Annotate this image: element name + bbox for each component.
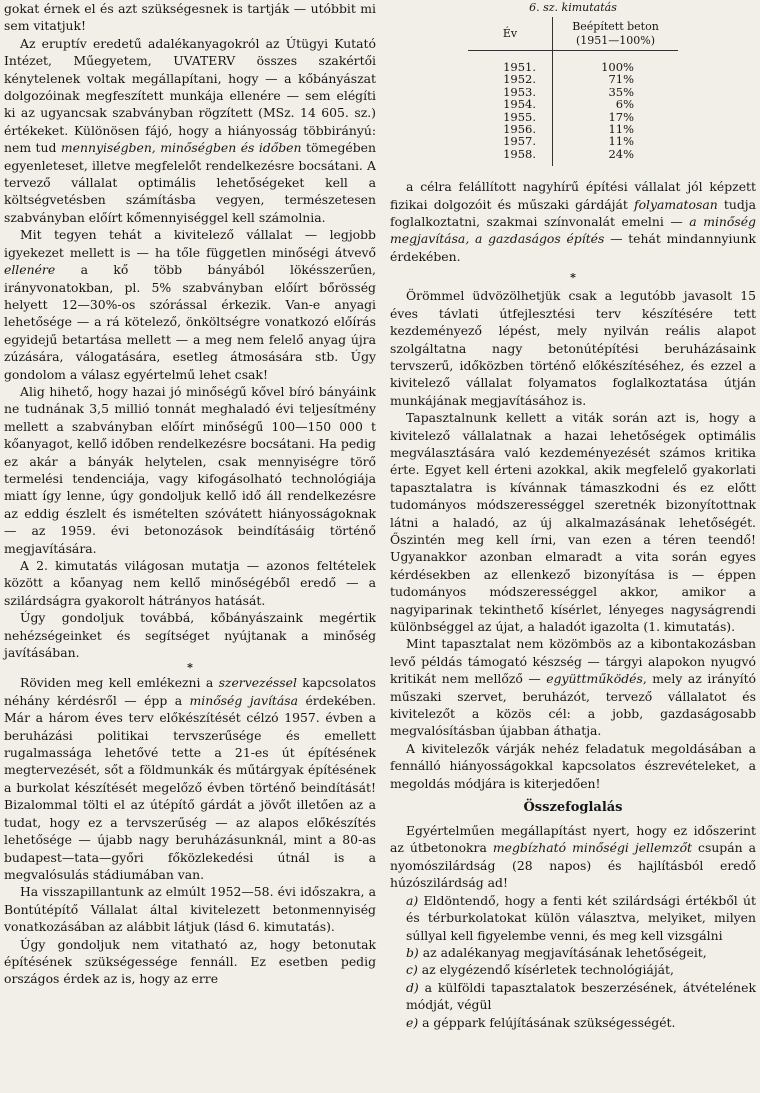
paragraph-quarry-help: Úgy gondoljuk továbbá, kőbányászaink megértik nehézségeinket és segítséget nyújtanak a minőség javításában. <box>4 610 376 661</box>
paragraph-summary <box>390 822 756 892</box>
summary-list-item <box>390 944 756 961</box>
table-row <box>468 111 678 123</box>
table-cell-value: 11% <box>608 134 634 149</box>
emphasis-text: minőség javítása <box>189 692 299 708</box>
table-cell-year: 1953. <box>468 86 553 98</box>
text-run: kapcsolatos néhány kérdésről — épp a <box>4 675 377 708</box>
paragraph-table2-reference: A 2. kimutatás világosan mutatja — azonos feltételek között a kőanyag nem kellő minőségéből eredő — a szilárdságra gyakorolt hátrányos hatását. <box>4 558 376 608</box>
text-run: Mit tegyen tehát a kivitelező vállalat — legjobb igyekezet mellett is — ha tőle független minőségi átvevő <box>4 227 376 260</box>
paragraph-necessity: Úgy gondoljuk nem vitatható az, hogy betonutak építésének szükségessége fennáll. Ez esetben pedig országos érdek az is, hogy az erre <box>4 936 376 987</box>
text-run: tömegében egyenleteset, illetve megfelelőt rendelkezésre bocsátani. A tervező vállalat optimális lehetőségeket kell a költségvetésben számításba vegyen, természetesen szabványban előírt kőmennyiséggel kell számolnia. <box>4 140 376 225</box>
concrete-volume-table <box>468 17 678 166</box>
emphasis-text: mennyiségben, minőségben és időben <box>60 140 302 156</box>
table-caption: 6. sz. kimutatás <box>529 1 617 14</box>
paragraph-retrospective: Ha visszapillantunk az elmúlt 1952—58. évi időszakra, a Bontútépítő Vállalat által kivitelezett betonmennyiség vonatkozásában az alábbit látjuk (lásd 6. kimutatás). <box>4 884 376 935</box>
left-column <box>4 0 376 988</box>
table-cell-year: 1952. <box>468 73 553 85</box>
paragraph-debate-criticism: Tapasztalnunk kellett a viták során azt is, hogy a kivitelező vállalatnak a hazai lehetőségek optimális megválasztására való kezdeményezését számos kritika érte. Egyet kell érteni azokkal, akik megfelelő gyakorlati tapasztalatra is kívánnak támaszkodni és ez előtt tudományos módszerességgel szeretnék bizonyítottnak látni a haladó, az új alkalmazásának lehetőségét. Őszintén meg kell írni, van ezen a téren teendő! Ugyanakkor azonban elmaradt a vita során egyes kérdésekben az ellenkező bizonyítása is — éppen tudományos módszerességgel akkor, amikor a nagyiparinak tekinthető kísérlet, lényeges nagyságrendi különbséggel az újat, a haladót igazolta (1. kimutatás). <box>390 410 756 634</box>
text-run: tudja foglalkoztatni, szakmai színvonalát emelni — <box>390 196 756 230</box>
paragraph-cooperation <box>390 635 756 739</box>
paragraph-continuation: gokat érnek el és azt szükségesnek is tartják — utóbbit mi sem vitatjuk! <box>4 1 376 34</box>
table-header-value: Beépített beton (1951—100%) <box>553 17 679 51</box>
table-cell-year: 1951. <box>468 51 553 74</box>
paragraph-contractors-await: A kivitelezők várják nehéz feladatuk megoldásában a fennálló hiányosságokkal kapcsolatos észrevételeket, a megoldás módjára is kiterjedően! <box>390 740 756 791</box>
list-item-text: az elygézendő kísérletek technológiáját, <box>417 962 674 978</box>
table-cell-value: 71% <box>608 72 634 87</box>
text-run: , mely az irányító műszaki szervet, beruházót, tervező vállalatot és kivitelezőt a közös cél: a jobb, gazdaságosabb megvalósításban újabban áthatja. <box>390 671 757 739</box>
text-run: a célra felállított nagyhírű építési vállalat jól képzett fizikai dolgozóit és műszaki gárdáját <box>390 179 756 212</box>
paragraph-eruptive-aggregates <box>4 35 376 226</box>
table-row <box>468 98 678 110</box>
text-run: érdekében. Már a három éves terv előkészítését célzó 1957. évben a beruházási politikai tervszerűsége és emellett rugalmassága lehetővé tette a 21-es út építésének megtervezését, sőt a földmunkák és műtárgyak építésének a burkolat készítését megelőző évben történő beindítását! Bizalommal tölti el az útépítő gárdát a jövőt illetően az a tudat, hogy ez a tervszerűség — az alapos előkészítés lehetősége — újabb nagy beruházásunknál, mint a 80-as budapest—tata—győri főközlekedési útnál is a megvalósulás stádiumában van. <box>4 692 377 882</box>
table-cell-value: 100% <box>601 60 634 74</box>
table-cell-year: 1954. <box>468 98 553 110</box>
table-cell-year: 1957. <box>468 135 553 147</box>
table-row <box>468 135 678 147</box>
table-row <box>468 73 678 85</box>
table-row <box>468 123 678 135</box>
text-run: — tehát mindannyiunk érdekében. <box>390 231 756 264</box>
table-cell-value: 35% <box>608 84 634 99</box>
text-run: csupán a nyomószilárdság (28 napos) és hajlításból eredő húzószilárdság ad! <box>390 840 756 891</box>
emphasis-text: szervezéssel <box>218 675 297 691</box>
table-row <box>468 51 678 74</box>
table-cell-year: 1955. <box>468 111 553 123</box>
text-run: Röviden meg kell emlékezni a <box>20 675 219 691</box>
emphasis-text: ellenére <box>4 262 56 278</box>
list-item-text: a géppark felújításának szükségességét. <box>418 1014 676 1030</box>
table-cell-value: 11% <box>608 122 634 137</box>
list-item-text: az adalékanyag megjavításának lehetőségeit, <box>418 944 707 960</box>
emphasis-text: folyamatosan <box>634 196 718 212</box>
list-item-label: e) <box>406 1014 419 1030</box>
emphasis-text: megbízható minőségi jellemzőt <box>492 840 693 856</box>
table-cell-value: 6% <box>615 97 634 112</box>
list-item-label: c) <box>406 962 418 978</box>
text-run: a kő több bányából lökésszerűen, irányvonatokban, pl. 5% szabványban előírt bőrösség helyett 12—30%-os szórással érkezik. Van-e anyagi lehetősége — a rá kötelező, önköltségre vonatkozó előírás egyidejű betartása mellett — a meg nem felelő anyag újra zúzására, válogatására, esetleg átmosására stb. Úgy gondolom a válasz egyértelmű lehet csak! <box>4 262 376 382</box>
table-cell-value: 17% <box>608 109 634 124</box>
emphasis-text: együttműködés <box>546 671 643 687</box>
text-run: Mint tapasztalat nem közömbös az a kibontakozásban levő példás támogató készség — tárgyi alapokon nyugvó kritikát nem mellőző — <box>390 636 756 687</box>
emphasis-text: a minőség megjavítása, a gazdaságos építés <box>390 214 756 247</box>
list-item-label: d) <box>406 979 419 995</box>
table-header-year: Év <box>468 17 553 51</box>
paragraph-construction-company <box>390 178 756 265</box>
summary-list-item <box>390 979 756 1014</box>
summary-heading: Összefoglalás <box>523 800 623 816</box>
summary-list-item <box>390 892 756 944</box>
right-column <box>390 0 756 1031</box>
section-separator-star: * <box>187 661 193 675</box>
summary-list <box>390 892 756 1031</box>
paragraph-15-year-plan: Örömmel üdvözölhetjük csak a legutóbb javasolt 15 éves távlati útfejlesztési terv készítésére tett kezdeményező lépést, mely nyilván reális alapot szolgáltatna nagy betonútépítési beruházásaink tervszerű, időközben történő előkészítéséhez, és ezzel a kivitelező vállalat folyamatos foglalkoztatása útján munkájának megjavításához is. <box>390 288 756 408</box>
paragraph-organization <box>4 674 376 883</box>
table-body <box>468 51 678 167</box>
table-cell-year: 1958. <box>468 148 553 166</box>
text-run: Egyértelműen megállapítást nyert, hogy ez időszerint az útbetonokra <box>390 823 756 856</box>
summary-list-item <box>390 1014 756 1031</box>
summary-list-item <box>390 961 756 978</box>
table-row <box>468 86 678 98</box>
list-item-text: a külföldi tapasztalatok beszerzésének, átvételének módját, végül <box>406 979 756 1013</box>
paragraph-contractor-dilemma <box>4 226 376 383</box>
table-row <box>468 148 678 166</box>
list-item-text: Eldöntendő, hogy a fenti két szilárdsági értékből út és térburkolatokat külön választva, melyiket, milyen súllyal kell figyelembe venni, és meg kell vizsgálni <box>406 892 756 943</box>
paragraph-quarry-capacity: Alig hihető, hogy hazai jó minőségű kővel bíró bányáink ne tudnának 3,5 millió tonnát meghaladó évi teljesítmény mellett a szabványban előírt minőségű 100—150 000 t kőanyagot, kellő időben rendelkezésre bocsátani. Ha pedig ez akár a bányák helytelen, csak mennyiségre törő termelési tendenciája, vagy kifogásolható technológiája miatt így lenne, úgy gondoljuk kellő idő áll rendelkezésre az eddig észlelt és ismételten szóvátett hiányosságoknak — az 1959. évi betonozások beindításáig történő megjavítására. <box>4 383 376 556</box>
text-run: Az eruptív eredetű adalékanyagokról az Útügyi Kutató Intézet, Műegyetem, UVATERV összes szakértői kénytelenek voltak megállapítani, hogy — a kőbányászat dolgozóinak megfeszített munkája ellenére — sem elégíti ki az ugyancsak szabványban rögzített (MSz. 14 605. sz.) értékeket. Különösen fájó, hogy a hiányosság többirányú: nem tud <box>4 35 376 156</box>
list-item-label: a) <box>406 892 419 908</box>
table-cell-year: 1956. <box>468 123 553 135</box>
table-cell-value: 24% <box>608 146 634 161</box>
list-item-label: b) <box>406 944 419 960</box>
section-separator-star: * <box>570 271 576 285</box>
